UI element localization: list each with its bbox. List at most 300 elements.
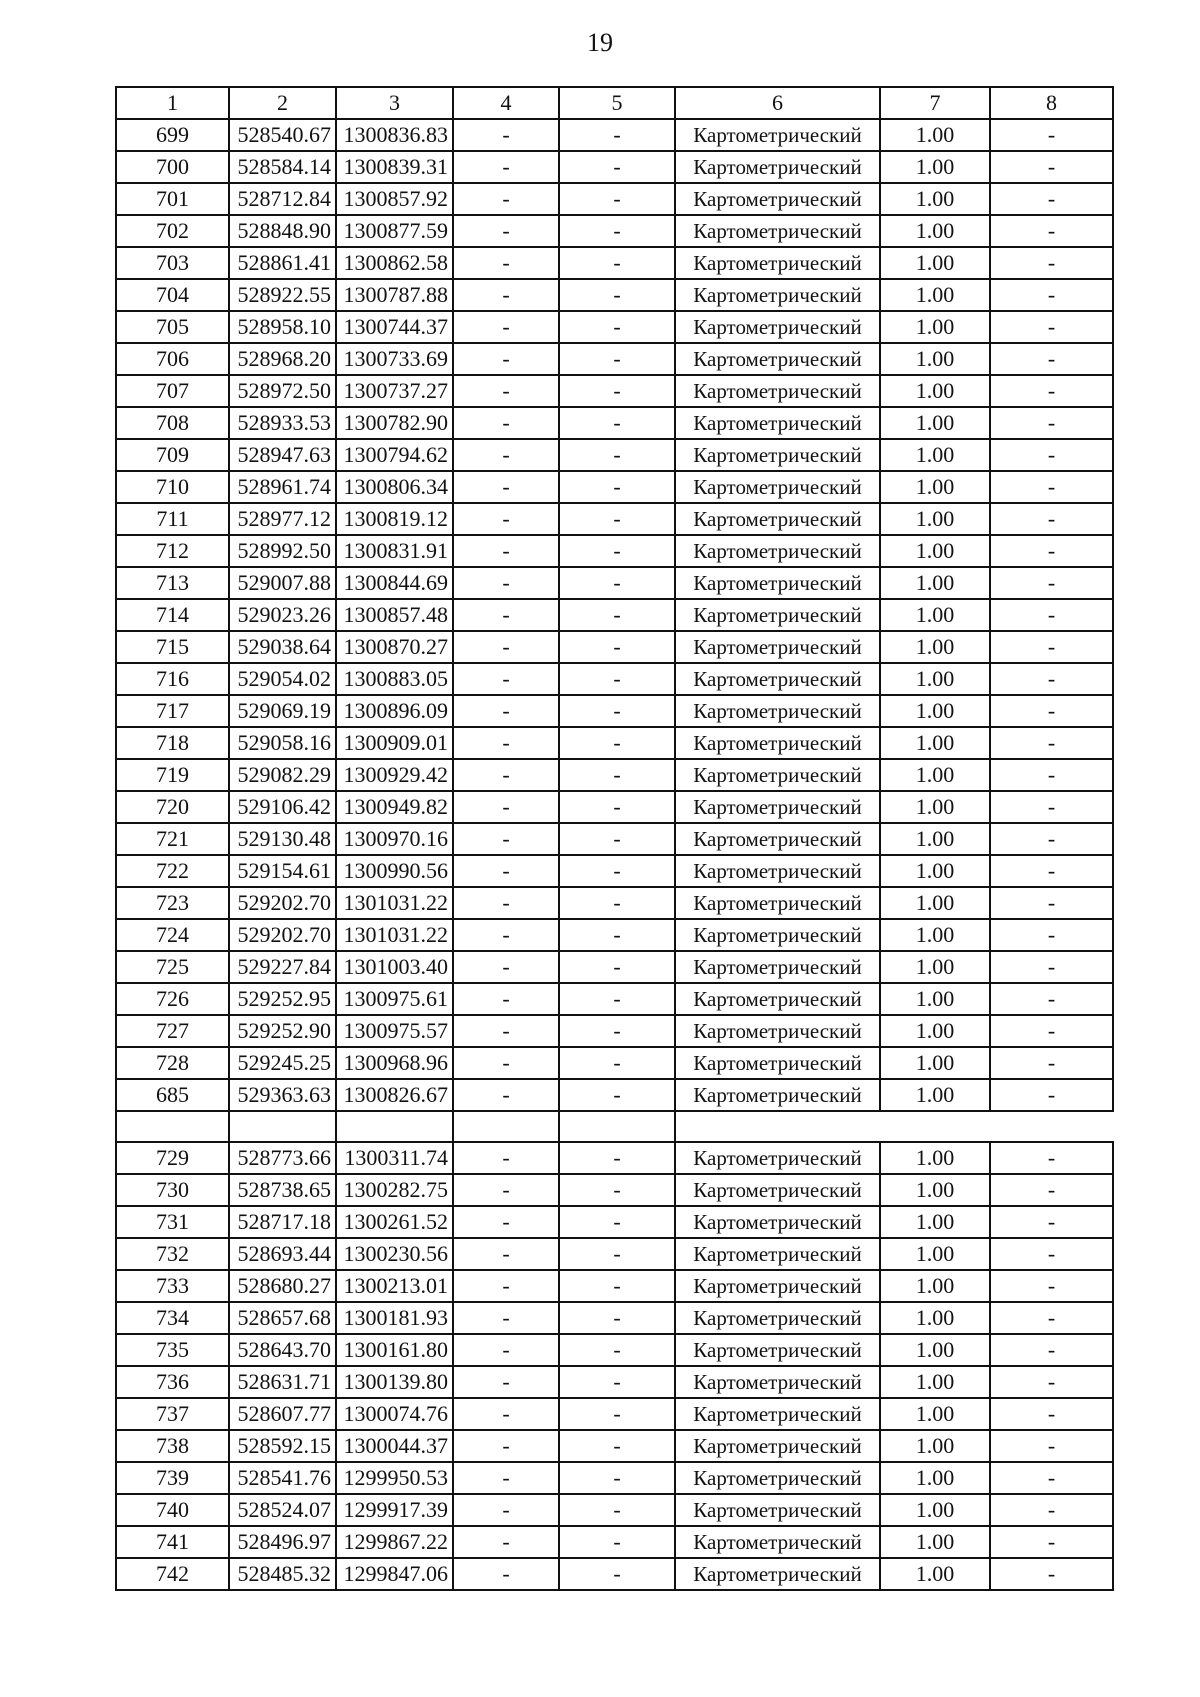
x-coordinate-cell: 528717.18: [229, 1206, 336, 1238]
accuracy-cell: 1.00: [880, 663, 990, 695]
table-row: [116, 919, 1113, 951]
method-cell: Картометрический: [675, 215, 880, 247]
y-coordinate-cell: 1300970.16: [336, 823, 453, 855]
col5-cell: -: [559, 279, 675, 311]
method-cell: Картометрический: [675, 1334, 880, 1366]
col5-cell: -: [559, 791, 675, 823]
col8-cell: -: [990, 983, 1113, 1015]
method-cell: Картометрический: [675, 567, 880, 599]
x-coordinate-cell: 528607.77: [229, 1398, 336, 1430]
y-coordinate-cell: 1300857.92: [336, 183, 453, 215]
col4-cell: -: [453, 855, 559, 887]
col5-cell: -: [559, 727, 675, 759]
col4-cell: -: [453, 983, 559, 1015]
table-row: [116, 855, 1113, 887]
col5-cell: -: [559, 343, 675, 375]
col4-cell: -: [453, 599, 559, 631]
col8-cell: -: [990, 1174, 1113, 1206]
col4-cell: -: [453, 1079, 559, 1111]
col8-cell: -: [990, 727, 1113, 759]
col4-cell: -: [453, 183, 559, 215]
point-number-cell: 717: [116, 695, 229, 727]
table-row: [116, 567, 1113, 599]
col5-cell: -: [559, 151, 675, 183]
col4-cell: -: [453, 503, 559, 535]
x-coordinate-cell: 528584.14: [229, 151, 336, 183]
col8-cell: -: [990, 695, 1113, 727]
point-number-cell: 742: [116, 1558, 229, 1590]
y-coordinate-cell: 1300282.75: [336, 1174, 453, 1206]
col8-cell: -: [990, 535, 1113, 567]
col8-cell: -: [990, 1526, 1113, 1558]
col5-cell: -: [559, 1047, 675, 1079]
method-cell: Картометрический: [675, 183, 880, 215]
empty-cell: [116, 1111, 229, 1142]
accuracy-cell: 1.00: [880, 1494, 990, 1526]
col8-cell: -: [990, 1015, 1113, 1047]
col8-cell: -: [990, 1270, 1113, 1302]
accuracy-cell: 1.00: [880, 151, 990, 183]
col5-cell: -: [559, 599, 675, 631]
col4-cell: -: [453, 1206, 559, 1238]
col4-cell: -: [453, 1334, 559, 1366]
point-number-cell: 704: [116, 279, 229, 311]
y-coordinate-cell: 1300139.80: [336, 1366, 453, 1398]
y-coordinate-cell: 1300929.42: [336, 759, 453, 791]
point-number-cell: 712: [116, 535, 229, 567]
point-number-cell: 699: [116, 119, 229, 151]
x-coordinate-cell: 528972.50: [229, 375, 336, 407]
point-number-cell: 709: [116, 439, 229, 471]
method-cell: Картометрический: [675, 1142, 880, 1174]
table-row: [116, 663, 1113, 695]
accuracy-cell: 1.00: [880, 279, 990, 311]
x-coordinate-cell: 528992.50: [229, 535, 336, 567]
y-coordinate-cell: 1300744.37: [336, 311, 453, 343]
method-cell: Картометрический: [675, 535, 880, 567]
method-cell: Картометрический: [675, 1174, 880, 1206]
table-row: [116, 1142, 1113, 1174]
y-coordinate-cell: 1300044.37: [336, 1430, 453, 1462]
accuracy-cell: 1.00: [880, 631, 990, 663]
col8-cell: -: [990, 663, 1113, 695]
col5-cell: -: [559, 1430, 675, 1462]
accuracy-cell: 1.00: [880, 1558, 990, 1590]
table-row: [116, 151, 1113, 183]
accuracy-cell: 1.00: [880, 1462, 990, 1494]
x-coordinate-cell: 529038.64: [229, 631, 336, 663]
header-cell: 1: [116, 87, 229, 119]
y-coordinate-cell: 1299867.22: [336, 1526, 453, 1558]
table-row: [116, 759, 1113, 791]
point-number-cell: 716: [116, 663, 229, 695]
col5-cell: -: [559, 1270, 675, 1302]
point-number-cell: 707: [116, 375, 229, 407]
y-coordinate-cell: 1301031.22: [336, 887, 453, 919]
table-row: [116, 631, 1113, 663]
col5-cell: -: [559, 919, 675, 951]
empty-cell: [675, 1111, 1113, 1142]
point-number-cell: 740: [116, 1494, 229, 1526]
col5-cell: -: [559, 855, 675, 887]
point-number-cell: 719: [116, 759, 229, 791]
x-coordinate-cell: 528947.63: [229, 439, 336, 471]
method-cell: Картометрический: [675, 1526, 880, 1558]
col5-cell: -: [559, 183, 675, 215]
table-row: [116, 1334, 1113, 1366]
x-coordinate-cell: 528592.15: [229, 1430, 336, 1462]
table-row: [116, 1206, 1113, 1238]
point-number-cell: 735: [116, 1334, 229, 1366]
y-coordinate-cell: 1300975.57: [336, 1015, 453, 1047]
point-number-cell: 726: [116, 983, 229, 1015]
col5-cell: -: [559, 823, 675, 855]
col5-cell: -: [559, 311, 675, 343]
col5-cell: -: [559, 695, 675, 727]
x-coordinate-cell: 528861.41: [229, 247, 336, 279]
table-row: [116, 375, 1113, 407]
col4-cell: -: [453, 151, 559, 183]
col4-cell: -: [453, 343, 559, 375]
point-number-cell: 720: [116, 791, 229, 823]
accuracy-cell: 1.00: [880, 119, 990, 151]
point-number-cell: 700: [116, 151, 229, 183]
col4-cell: -: [453, 439, 559, 471]
x-coordinate-cell: 528738.65: [229, 1174, 336, 1206]
col5-cell: -: [559, 119, 675, 151]
method-cell: Картометрический: [675, 311, 880, 343]
x-coordinate-cell: 528485.32: [229, 1558, 336, 1590]
separator-row: [116, 1111, 1113, 1142]
x-coordinate-cell: 528693.44: [229, 1238, 336, 1270]
point-number-cell: 725: [116, 951, 229, 983]
col8-cell: -: [990, 183, 1113, 215]
col5-cell: -: [559, 375, 675, 407]
col5-cell: -: [559, 1494, 675, 1526]
accuracy-cell: 1.00: [880, 1015, 990, 1047]
table-row: [116, 119, 1113, 151]
accuracy-cell: 1.00: [880, 823, 990, 855]
col8-cell: -: [990, 599, 1113, 631]
accuracy-cell: 1.00: [880, 599, 990, 631]
accuracy-cell: 1.00: [880, 407, 990, 439]
method-cell: Картометрический: [675, 695, 880, 727]
col8-cell: -: [990, 279, 1113, 311]
y-coordinate-cell: 1300806.34: [336, 471, 453, 503]
method-cell: Картометрический: [675, 343, 880, 375]
method-cell: Картометрический: [675, 663, 880, 695]
method-cell: Картометрический: [675, 407, 880, 439]
y-coordinate-cell: 1300181.93: [336, 1302, 453, 1334]
method-cell: Картометрический: [675, 1398, 880, 1430]
y-coordinate-cell: 1300844.69: [336, 567, 453, 599]
col4-cell: -: [453, 1558, 559, 1590]
accuracy-cell: 1.00: [880, 535, 990, 567]
y-coordinate-cell: 1301031.22: [336, 919, 453, 951]
col4-cell: -: [453, 919, 559, 951]
table-row: [116, 1174, 1113, 1206]
table-row: [116, 311, 1113, 343]
method-cell: Картометрический: [675, 1206, 880, 1238]
col5-cell: -: [559, 1174, 675, 1206]
point-number-cell: 714: [116, 599, 229, 631]
table-row: [116, 695, 1113, 727]
y-coordinate-cell: 1300839.31: [336, 151, 453, 183]
y-coordinate-cell: 1300230.56: [336, 1238, 453, 1270]
table-row: [116, 343, 1113, 375]
x-coordinate-cell: 529082.29: [229, 759, 336, 791]
table-row: [116, 791, 1113, 823]
table-row: [116, 1526, 1113, 1558]
col8-cell: -: [990, 1142, 1113, 1174]
col5-cell: -: [559, 1526, 675, 1558]
x-coordinate-cell: 529252.90: [229, 1015, 336, 1047]
accuracy-cell: 1.00: [880, 1238, 990, 1270]
col8-cell: -: [990, 1558, 1113, 1590]
accuracy-cell: 1.00: [880, 887, 990, 919]
table-row: [116, 951, 1113, 983]
header-cell: 5: [559, 87, 675, 119]
col5-cell: -: [559, 1206, 675, 1238]
point-number-cell: 685: [116, 1079, 229, 1111]
col4-cell: -: [453, 119, 559, 151]
method-cell: Картометрический: [675, 1462, 880, 1494]
table-row: [116, 279, 1113, 311]
y-coordinate-cell: 1300074.76: [336, 1398, 453, 1430]
y-coordinate-cell: 1300213.01: [336, 1270, 453, 1302]
col8-cell: -: [990, 503, 1113, 535]
accuracy-cell: 1.00: [880, 503, 990, 535]
col4-cell: -: [453, 1270, 559, 1302]
method-cell: Картометрический: [675, 471, 880, 503]
point-number-cell: 739: [116, 1462, 229, 1494]
y-coordinate-cell: 1300819.12: [336, 503, 453, 535]
col8-cell: -: [990, 823, 1113, 855]
point-number-cell: 734: [116, 1302, 229, 1334]
method-cell: Картометрический: [675, 919, 880, 951]
col8-cell: -: [990, 375, 1113, 407]
col4-cell: -: [453, 247, 559, 279]
col4-cell: -: [453, 1494, 559, 1526]
header-cell: 7: [880, 87, 990, 119]
x-coordinate-cell: 528631.71: [229, 1366, 336, 1398]
table-row: [116, 503, 1113, 535]
x-coordinate-cell: 528773.66: [229, 1142, 336, 1174]
y-coordinate-cell: 1300896.09: [336, 695, 453, 727]
method-cell: Картометрический: [675, 119, 880, 151]
table-row: [116, 1430, 1113, 1462]
col8-cell: -: [990, 759, 1113, 791]
col5-cell: -: [559, 631, 675, 663]
method-cell: Картометрический: [675, 279, 880, 311]
x-coordinate-cell: 529054.02: [229, 663, 336, 695]
x-coordinate-cell: 528933.53: [229, 407, 336, 439]
point-number-cell: 732: [116, 1238, 229, 1270]
col5-cell: -: [559, 759, 675, 791]
point-number-cell: 713: [116, 567, 229, 599]
method-cell: Картометрический: [675, 375, 880, 407]
col5-cell: -: [559, 951, 675, 983]
table-row: [116, 1366, 1113, 1398]
y-coordinate-cell: 1300862.58: [336, 247, 453, 279]
accuracy-cell: 1.00: [880, 567, 990, 599]
col4-cell: -: [453, 759, 559, 791]
method-cell: Картометрический: [675, 1302, 880, 1334]
x-coordinate-cell: 529202.70: [229, 887, 336, 919]
point-number-cell: 708: [116, 407, 229, 439]
col4-cell: -: [453, 1302, 559, 1334]
y-coordinate-cell: 1300909.01: [336, 727, 453, 759]
x-coordinate-cell: 528643.70: [229, 1334, 336, 1366]
accuracy-cell: 1.00: [880, 855, 990, 887]
method-cell: Картометрический: [675, 791, 880, 823]
table-row: [116, 215, 1113, 247]
col4-cell: -: [453, 471, 559, 503]
col8-cell: -: [990, 1462, 1113, 1494]
y-coordinate-cell: 1300787.88: [336, 279, 453, 311]
col8-cell: -: [990, 119, 1113, 151]
col4-cell: -: [453, 1047, 559, 1079]
table-row: [116, 439, 1113, 471]
col5-cell: -: [559, 983, 675, 1015]
col8-cell: -: [990, 919, 1113, 951]
accuracy-cell: 1.00: [880, 1206, 990, 1238]
method-cell: Картометрический: [675, 1047, 880, 1079]
col8-cell: -: [990, 1494, 1113, 1526]
table-row: [116, 1079, 1113, 1111]
col4-cell: -: [453, 215, 559, 247]
x-coordinate-cell: 528968.20: [229, 343, 336, 375]
x-coordinate-cell: 528657.68: [229, 1302, 336, 1334]
accuracy-cell: 1.00: [880, 951, 990, 983]
x-coordinate-cell: 528496.97: [229, 1526, 336, 1558]
method-cell: Картометрический: [675, 631, 880, 663]
point-number-cell: 731: [116, 1206, 229, 1238]
point-number-cell: 741: [116, 1526, 229, 1558]
y-coordinate-cell: 1300870.27: [336, 631, 453, 663]
empty-cell: [336, 1111, 453, 1142]
col5-cell: -: [559, 887, 675, 919]
col8-cell: -: [990, 439, 1113, 471]
x-coordinate-cell: 529007.88: [229, 567, 336, 599]
col4-cell: -: [453, 1398, 559, 1430]
x-coordinate-cell: 528977.12: [229, 503, 336, 535]
col5-cell: -: [559, 1462, 675, 1494]
table-row: [116, 1558, 1113, 1590]
accuracy-cell: 1.00: [880, 759, 990, 791]
point-number-cell: 737: [116, 1398, 229, 1430]
col8-cell: -: [990, 1366, 1113, 1398]
accuracy-cell: 1.00: [880, 375, 990, 407]
col4-cell: -: [453, 567, 559, 599]
accuracy-cell: 1.00: [880, 727, 990, 759]
method-cell: Картометрический: [675, 1270, 880, 1302]
point-number-cell: 706: [116, 343, 229, 375]
x-coordinate-cell: 529058.16: [229, 727, 336, 759]
method-cell: Картометрический: [675, 1079, 880, 1111]
accuracy-cell: 1.00: [880, 1366, 990, 1398]
method-cell: Картометрический: [675, 503, 880, 535]
col4-cell: -: [453, 823, 559, 855]
empty-cell: [559, 1111, 675, 1142]
y-coordinate-cell: 1299950.53: [336, 1462, 453, 1494]
point-number-cell: 730: [116, 1174, 229, 1206]
accuracy-cell: 1.00: [880, 1047, 990, 1079]
x-coordinate-cell: 529245.25: [229, 1047, 336, 1079]
accuracy-cell: 1.00: [880, 1430, 990, 1462]
method-cell: Картометрический: [675, 759, 880, 791]
table-row: [116, 599, 1113, 631]
table-row: [116, 887, 1113, 919]
x-coordinate-cell: 528712.84: [229, 183, 336, 215]
x-coordinate-cell: 528540.67: [229, 119, 336, 151]
table-row: [116, 535, 1113, 567]
col5-cell: -: [559, 1015, 675, 1047]
col4-cell: -: [453, 279, 559, 311]
method-cell: Картометрический: [675, 1430, 880, 1462]
table-row: [116, 823, 1113, 855]
col8-cell: -: [990, 215, 1113, 247]
col8-cell: -: [990, 311, 1113, 343]
accuracy-cell: 1.00: [880, 471, 990, 503]
col5-cell: -: [559, 1142, 675, 1174]
col8-cell: -: [990, 567, 1113, 599]
point-number-cell: 710: [116, 471, 229, 503]
accuracy-cell: 1.00: [880, 247, 990, 279]
col5-cell: -: [559, 407, 675, 439]
method-cell: Картометрический: [675, 1558, 880, 1590]
accuracy-cell: 1.00: [880, 1526, 990, 1558]
table-body: [116, 87, 1113, 1590]
accuracy-cell: 1.00: [880, 919, 990, 951]
col4-cell: -: [453, 375, 559, 407]
col4-cell: -: [453, 311, 559, 343]
col4-cell: -: [453, 1526, 559, 1558]
table-row: [116, 471, 1113, 503]
accuracy-cell: 1.00: [880, 311, 990, 343]
method-cell: Картометрический: [675, 983, 880, 1015]
col8-cell: -: [990, 1206, 1113, 1238]
point-number-cell: 701: [116, 183, 229, 215]
accuracy-cell: 1.00: [880, 1334, 990, 1366]
col4-cell: -: [453, 887, 559, 919]
accuracy-cell: 1.00: [880, 343, 990, 375]
y-coordinate-cell: 1300968.96: [336, 1047, 453, 1079]
col8-cell: -: [990, 855, 1113, 887]
table-row: [116, 727, 1113, 759]
method-cell: Картометрический: [675, 1238, 880, 1270]
x-coordinate-cell: 529202.70: [229, 919, 336, 951]
table-row: [116, 183, 1113, 215]
col8-cell: -: [990, 791, 1113, 823]
point-number-cell: 723: [116, 887, 229, 919]
point-number-cell: 724: [116, 919, 229, 951]
col4-cell: -: [453, 1430, 559, 1462]
x-coordinate-cell: 528541.76: [229, 1462, 336, 1494]
x-coordinate-cell: 529363.63: [229, 1079, 336, 1111]
col8-cell: -: [990, 887, 1113, 919]
table-row: [116, 407, 1113, 439]
y-coordinate-cell: 1300161.80: [336, 1334, 453, 1366]
col5-cell: -: [559, 1558, 675, 1590]
point-number-cell: 729: [116, 1142, 229, 1174]
accuracy-cell: 1.00: [880, 695, 990, 727]
y-coordinate-cell: 1300836.83: [336, 119, 453, 151]
table-row: [116, 1015, 1113, 1047]
table-row: [116, 247, 1113, 279]
method-cell: Картометрический: [675, 1366, 880, 1398]
accuracy-cell: 1.00: [880, 439, 990, 471]
